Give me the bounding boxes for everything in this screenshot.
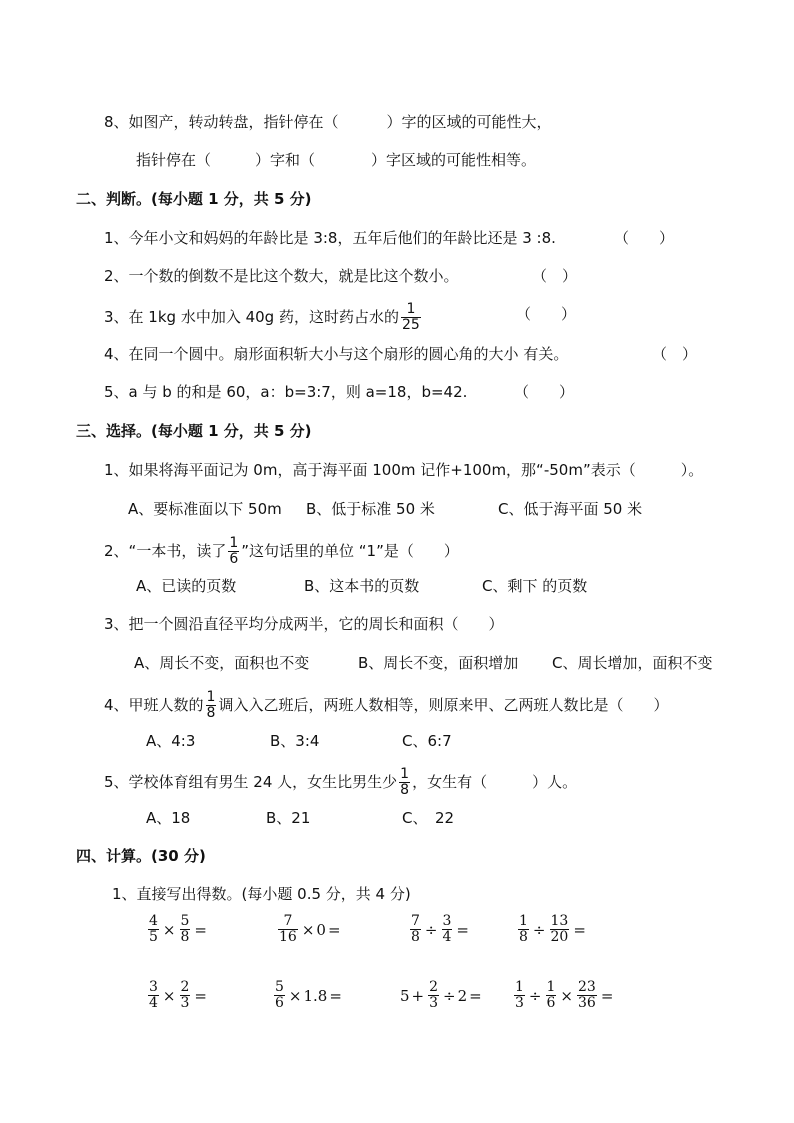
judge-paren-3[interactable]: （ ） [516, 305, 577, 323]
choice-q2-a[interactable]: A、已读的页数 [136, 577, 237, 595]
judge-paren-5[interactable]: （ ） [514, 383, 575, 401]
judge-item-1: 1、今年小文和妈妈的年龄比是 3:8，五年后他们的年龄比还是 3 :8. [104, 229, 556, 247]
judge-item-5: 5、a 与 b 的和是 60，a：b=3:7，则 a=18，b=42. [104, 383, 468, 401]
choice-q5-b[interactable]: B、21 [266, 809, 311, 827]
section2-title: 二、判断。(每小题 1 分，共 5 分) [76, 190, 312, 208]
choice-q2: 2、“一本书，读了 $\frac{1}{6}$ ”这句话里的单位 “1”是（ ） [104, 535, 459, 567]
fraction-1-8: $\frac{1}{8}$ [206, 689, 216, 721]
choice-q4-a[interactable]: A、4:3 [146, 732, 196, 750]
q8-line2: 指针停在（ ）字和（ ）字区域的可能性相等。 [136, 151, 537, 169]
fraction-1-25: $\frac{1}{25}$ [401, 301, 420, 333]
choice-q1-a[interactable]: A、要标准面以下 50m [128, 500, 282, 518]
choice-q5-a[interactable]: A、18 [146, 809, 191, 827]
judge-paren-4[interactable]: （ ） [652, 345, 698, 363]
expr-2: $\frac{7}{16}$ × 0 = [279, 913, 341, 945]
judge-paren-2[interactable]: （ ） [532, 267, 578, 285]
choice-q1-c[interactable]: C、低于海平面 50 米 [498, 500, 643, 518]
choice-q2-c[interactable]: C、剩下 的页数 [482, 577, 588, 595]
fraction-1-6: $\frac{1}{6}$ [229, 535, 239, 567]
choice-q4-b[interactable]: B、3:4 [270, 732, 320, 750]
choice-q2-b[interactable]: B、这本书的页数 [304, 577, 420, 595]
choice-q5: 5、学校体育组有男生 24 人，女生比男生少 $\frac{1}{8}$ ，女生有（ ）人。 [104, 766, 578, 798]
expr-7: 5 + $\frac{2}{3}$ ÷ 2 = [400, 979, 482, 1011]
choice-q5-c[interactable]: C、 22 [402, 809, 455, 827]
calc-sub1-title: 1、直接写出得数。(每小题 0.5 分，共 4 分) [112, 885, 411, 903]
expr-4: $\frac{1}{8}$ ÷ $\frac{13}{20}$ = [519, 913, 586, 945]
expr-6: $\frac{5}{6}$ × 1.8 = [275, 979, 342, 1011]
expr-8: $\frac{1}{3}$ ÷ $\frac{1}{6}$ × $\frac{23}{36}$ = [515, 979, 614, 1011]
q8-line1: 8、如图产，转动转盘，指针停在（ ）字的区域的可能性大， [104, 113, 552, 131]
choice-q1: 1、如果将海平面记为 0m，高于海平面 100m 记作+100m，那“-50m”表示（ ）。 [104, 461, 704, 479]
judge-item-3: 3、在 1kg 水中加入 40g 药，这时药占水的 $\frac{1}{25}$ [104, 301, 420, 333]
choice-q4: 4、甲班人数的 $\frac{1}{8}$ 调入入乙班后，两班人数相等，则原来甲、乙两班人数比是（ ） [104, 689, 669, 721]
choice-q3: 3、把一个圆沿直径平均分成两半，它的周长和面积（ ） [104, 615, 504, 633]
judge-paren-1[interactable]: （ ） [614, 229, 675, 247]
choice-q3-b[interactable]: B、周长不变，面积增加 [358, 654, 519, 672]
expr-3: $\frac{7}{8}$ ÷ $\frac{3}{4}$ = [411, 913, 469, 945]
expr-1: $\frac{4}{5}$ × $\frac{5}{8}$ = [149, 913, 207, 945]
choice-q3-a[interactable]: A、周长不变，面积也不变 [134, 654, 310, 672]
expr-5: $\frac{3}{4}$ × $\frac{2}{3}$ = [149, 979, 207, 1011]
choice-q3-c[interactable]: C、周长增加，面积不变 [552, 654, 713, 672]
section3-title: 三、选择。(每小题 1 分，共 5 分) [76, 422, 312, 440]
choice-q4-c[interactable]: C、6:7 [402, 732, 452, 750]
section4-title: 四、计算。(30 分) [76, 847, 206, 865]
fraction-1-8-b: $\frac{1}{8}$ [400, 766, 410, 798]
choice-q1-b[interactable]: B、低于标准 50 米 [306, 500, 435, 518]
judge-item-4: 4、在同一个圆中。扇形面积斩大小与这个扇形的圆心角的大小 有关。 [104, 345, 569, 363]
judge-item-2: 2、一个数的倒数不是比这个数大，就是比这个数小。 [104, 267, 459, 285]
